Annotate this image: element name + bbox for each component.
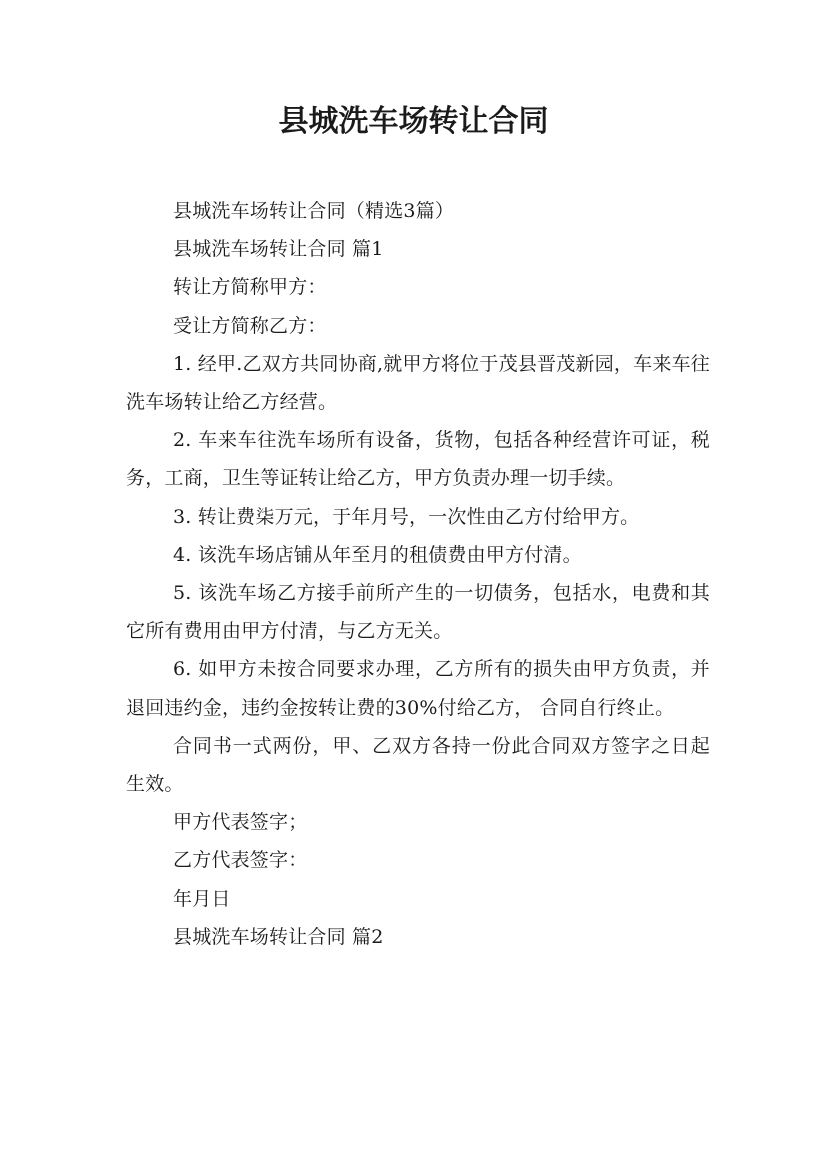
paragraph-transferee: 受让方简称乙方： [173, 314, 327, 337]
paragraph-copies: 合同书一式两份，甲、乙双方各持一份此合同双方签字之日起生效。 [126, 734, 710, 796]
paragraph-party-a-signature: 甲方代表签字； [173, 811, 308, 834]
document-body [126, 192, 710, 956]
paragraph-clause-1: 1. 经甲.乙双方共同协商,就甲方将位于茂县晋茂新园，车来车往洗车场转让给乙方经营。 [126, 352, 710, 414]
paragraph-party-b-signature: 乙方代表签字： [173, 849, 308, 872]
paragraph-clause-2: 2. 车来车往洗车场所有设备，货物，包括各种经营许可证，税务，工商，卫生等证转让给乙方，甲方负责办理一切手续。 [126, 429, 710, 490]
paragraph-section-1-heading: 县城洗车场转让合同 篇1 [173, 238, 384, 261]
paragraph-clause-6: 6. 如甲方未按合同要求办理，乙方所有的损失由甲方负责，并退回违约金，违约金按转让费的30%付给乙方， 合同自行终止。 [126, 658, 710, 719]
paragraph-clause-4: 4. 该洗车场店铺从年至月的租债费由甲方付清。 [173, 543, 582, 566]
paragraph-date: 年月日 [173, 887, 231, 910]
paragraph-clause-3: 3. 转让费柒万元，于年月号，一次性由乙方付给甲方。 [173, 505, 640, 528]
document-title: 县城洗车场转让合同 [278, 104, 549, 139]
paragraph-collection-title: 县城洗车场转让合同（精选3篇） [173, 200, 455, 222]
paragraph-section-2-heading: 县城洗车场转让合同 篇2 [173, 925, 384, 948]
paragraph-transferor: 转让方简称甲方： [173, 276, 327, 299]
paragraph-clause-5: 5. 该洗车场乙方接手前所产生的一切债务，包括水，电费和其它所有费用由甲方付清，与乙方无关。 [126, 582, 710, 643]
